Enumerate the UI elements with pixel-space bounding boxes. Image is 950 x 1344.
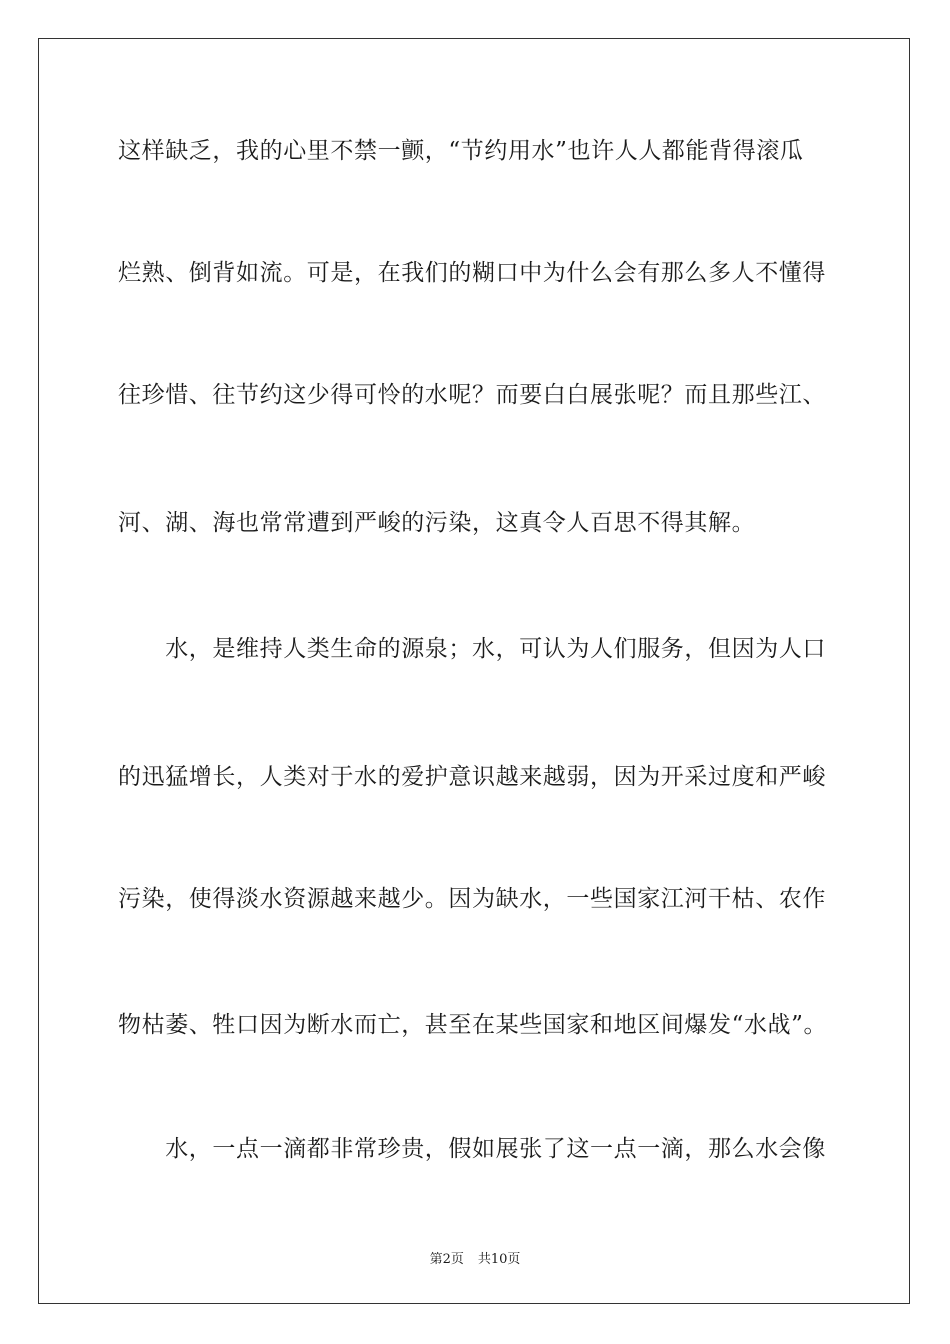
text-line: 往珍惜、往节约这少得可怜的水呢？而要白白展张呢？而且那些江、: [118, 382, 826, 408]
text-line: 水，一点一滴都非常珍贵，假如展张了这一点一滴，那么水会像: [118, 1136, 826, 1162]
total-pages: 共10页: [477, 1252, 521, 1267]
text-line: 河、湖、海也常常遭到严峻的污染，这真令人百思不得其解。: [118, 510, 756, 536]
text-line: 物枯萎、牲口因为断水而亡，甚至在某些国家和地区间爆发“水战”。: [118, 1012, 828, 1038]
page-number: 第2页: [429, 1252, 464, 1267]
text-line: 污染，使得淡水资源越来越少。因为缺水，一些国家江河干枯、农作: [118, 886, 826, 912]
page-border: [38, 38, 910, 1304]
text-line: 的迅猛增长，人类对于水的爱护意识越来越弱，因为开采过度和严峻: [118, 764, 826, 790]
text-line: 烂熟、倒背如流。可是，在我们的糊口中为什么会有那么多人不懂得: [118, 260, 826, 286]
page-footer: [0, 1248, 950, 1267]
text-line: 这样缺乏，我的心里不禁一颤，“节约用水”也许人人都能背得滚瓜: [118, 138, 804, 164]
text-line: 水，是维持人类生命的源泉；水，可认为人们服务，但因为人口: [118, 636, 826, 662]
